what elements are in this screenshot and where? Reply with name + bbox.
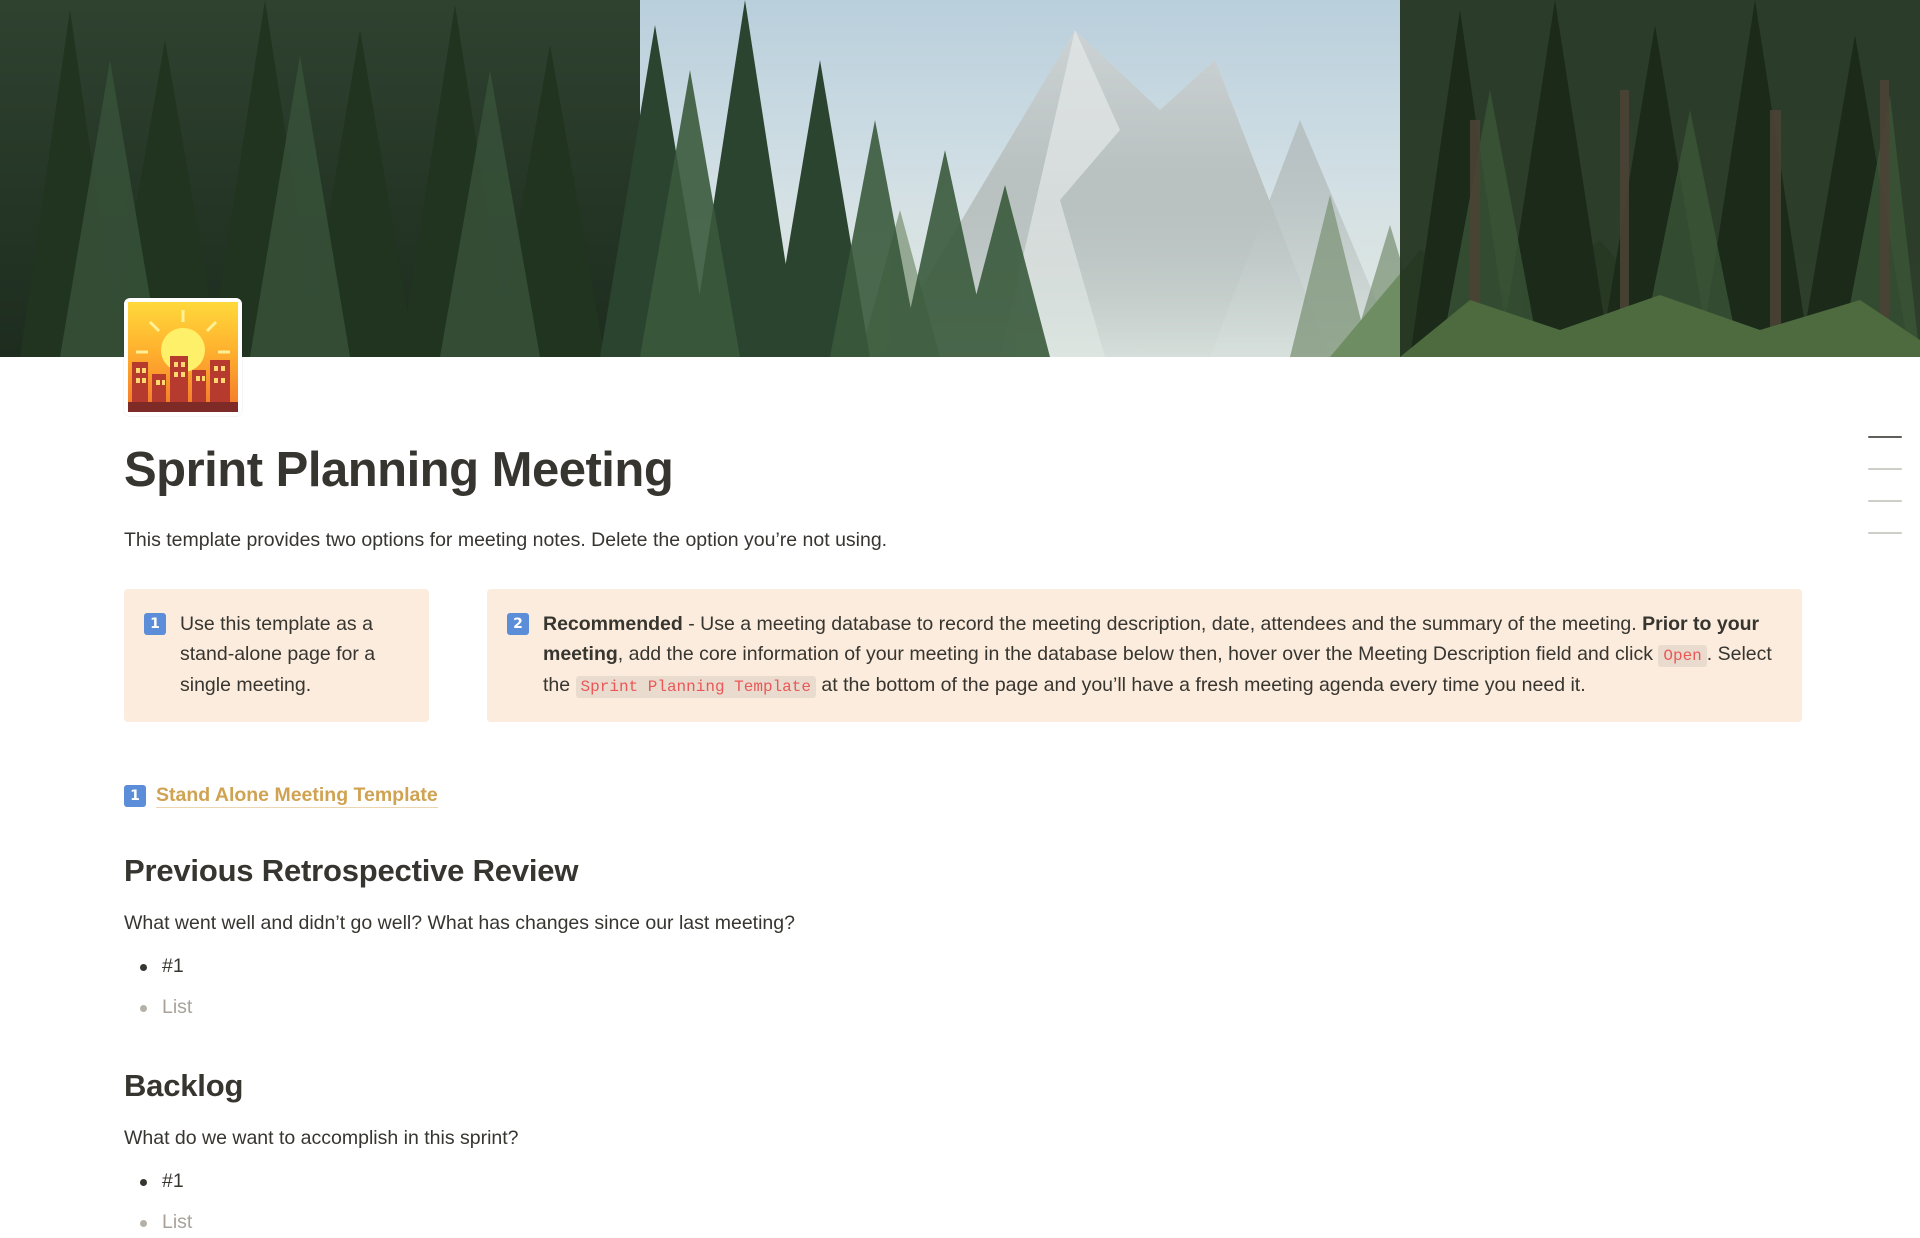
list-item[interactable]: #1: [124, 952, 1860, 981]
question-backlog[interactable]: What do we want to accomplish in this sprint?: [124, 1126, 519, 1149]
number-one-icon: 1: [124, 785, 146, 807]
callout-standalone[interactable]: [124, 589, 429, 722]
number-one-icon: 1: [144, 613, 166, 635]
callout-lead-bold: Recommended: [543, 613, 683, 636]
callouts-row: [124, 589, 1860, 722]
stand-alone-template-label[interactable]: Stand Alone Meeting Template: [156, 783, 438, 806]
page-title[interactable]: Sprint Planning Meeting: [124, 443, 674, 497]
code-open: Open: [1658, 645, 1706, 667]
callout-part-3: . Select the: [543, 643, 1772, 696]
list-item-placeholder[interactable]: List: [124, 1208, 1860, 1237]
list-item-placeholder[interactable]: List: [124, 993, 1860, 1022]
page-subtitle[interactable]: This template provides two options for meeting notes. Delete the option you’re not using.: [124, 528, 888, 551]
callout-recommended[interactable]: [487, 589, 1802, 722]
callout-part-4: at the bottom of the page and you’ll have a fresh meeting agenda every time you need it.: [815, 673, 1586, 696]
list-item[interactable]: #1: [124, 1167, 1860, 1196]
list-previous-retrospective-review: [124, 952, 1860, 1023]
callout-part-2: , add the core information of your meeting in the database below then, hover over the Meeting Description field and click: [617, 643, 1659, 666]
callout-part-1: - Use a meeting database to record the meeting description, date, attendees and the summary of the meeting.: [682, 613, 1643, 636]
callout-standalone-text: Use this template as a stand-alone page for a single meeting.: [180, 613, 376, 696]
question-previous-retrospective-review[interactable]: What went well and didn’t go well? What has changes since our last meeting?: [124, 911, 795, 934]
cover-illustration: [0, 0, 1920, 357]
page-content: [0, 357, 1920, 1238]
heading-backlog[interactable]: Backlog: [124, 1067, 244, 1103]
list-backlog: [124, 1167, 1860, 1238]
page-cover-image[interactable]: [0, 0, 1920, 357]
callout-bold-2: Prior to your meeting: [543, 613, 1760, 666]
code-sprint-planning-template: Sprint Planning Template: [576, 676, 816, 698]
heading-previous-retrospective-review[interactable]: Previous Retrospective Review: [124, 852, 579, 888]
stand-alone-template-link[interactable]: [124, 784, 1860, 808]
number-two-icon: 2: [507, 613, 529, 635]
callout-recommended-text: [543, 609, 1780, 700]
